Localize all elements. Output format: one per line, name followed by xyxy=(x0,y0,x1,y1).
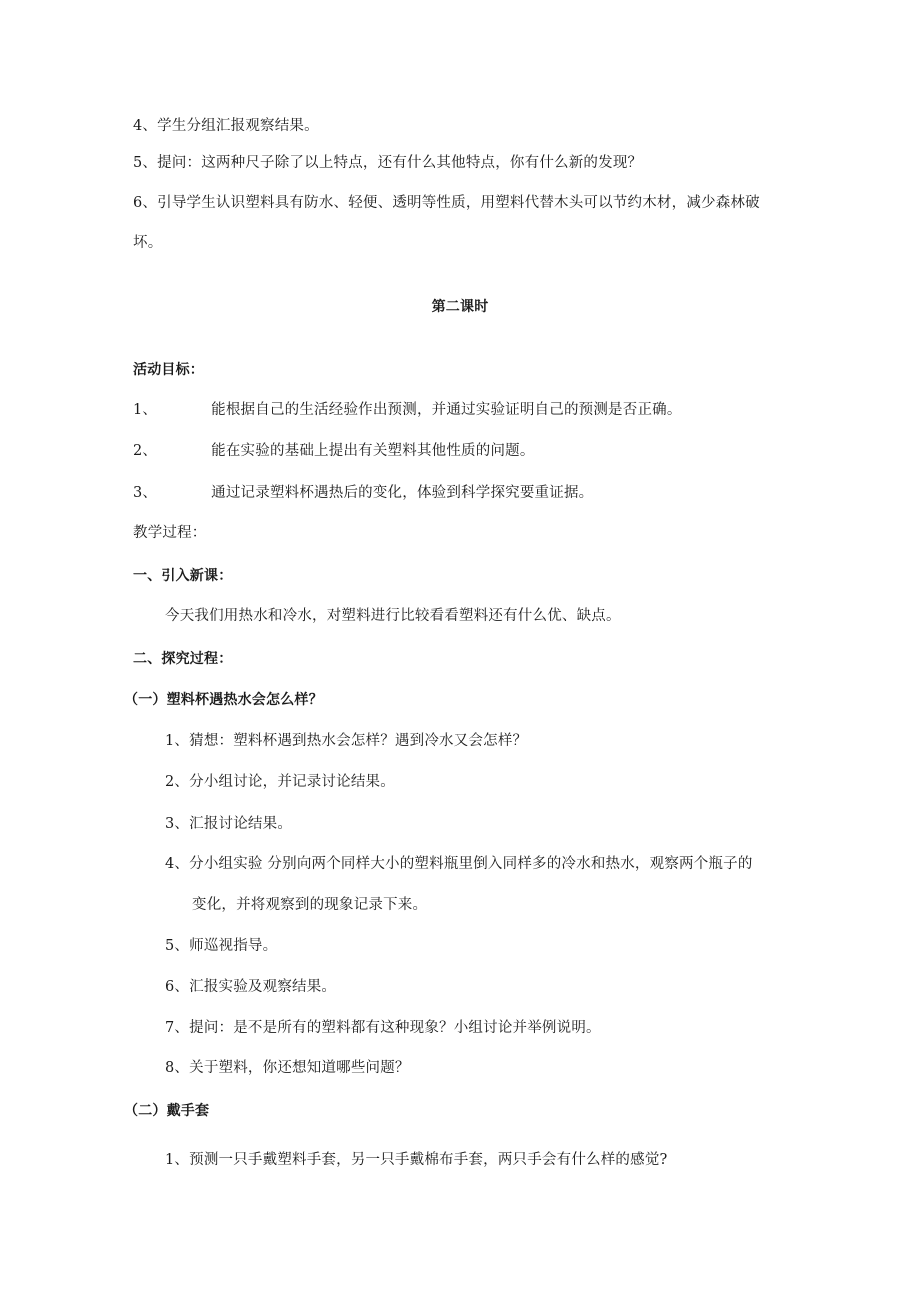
part2-item-1: 1、预测一只手戴塑料手套，另一只手戴棉布手套，两只手会有什么样的感觉? xyxy=(165,1152,668,1168)
goal-number: 3、 xyxy=(133,485,158,501)
goal-item-1 xyxy=(133,400,682,420)
goal-text: 通过记录塑料杯遇热后的变化，体验到科学探究要重证据。 xyxy=(211,485,594,501)
goal-text: 能根据自己的生活经验作出预测，并通过实验证明自己的预测是否正确。 xyxy=(211,402,682,418)
part1-item-6: 6、汇报实验及观察结果。 xyxy=(165,979,337,995)
part1-item-1: 1、猜想：塑料杯遇到热水会怎样？遇到冷水又会怎样？ xyxy=(165,733,528,749)
part1-item-8: 8、关于塑料，你还想知道哪些问题？ xyxy=(165,1060,410,1076)
intro-item-6: 6、引导学生认识塑料具有防水、轻便、透明等性质，用塑料代替木头可以节约木材，减少森林破 xyxy=(133,195,760,211)
goal-item-2 xyxy=(133,441,535,461)
part2-heading: （二）戴手套 xyxy=(124,1103,210,1119)
part1-item-3: 3、汇报讨论结果。 xyxy=(165,816,293,832)
intro-item-6-cont: 坏。 xyxy=(133,235,163,251)
goals-heading: 活动目标： xyxy=(133,362,204,378)
lesson-title: 第二课时 xyxy=(431,299,489,315)
part1-item-7: 7、提问：是不是所有的塑料都有这种现象？小组讨论并举例说明。 xyxy=(165,1020,601,1036)
section1-heading: 一、引入新课： xyxy=(133,568,233,584)
intro-item-5: 5、提问：这两种尺子除了以上特点，还有什么其他特点，你有什么新的发现？ xyxy=(133,155,643,171)
part1-item-2: 2、分小组讨论，并记录讨论结果。 xyxy=(165,774,395,790)
section1-text: 今天我们用热水和冷水，对塑料进行比较看看塑料还有什么优、缺点。 xyxy=(165,608,621,624)
process-label: 教学过程： xyxy=(133,525,207,541)
goal-number: 1、 xyxy=(133,402,158,418)
goal-item-3 xyxy=(133,483,593,503)
part1-item-4: 4、分小组实验 分别向两个同样大小的塑料瓶里倒入同样多的冷水和热水，观察两个瓶子的 xyxy=(165,856,753,872)
part1-item-5: 5、师巡视指导。 xyxy=(165,938,278,954)
goal-number: 2、 xyxy=(133,443,158,459)
goal-text: 能在实验的基础上提出有关塑料其他性质的问题。 xyxy=(211,443,535,459)
intro-item-4: 4、学生分组汇报观察结果。 xyxy=(133,118,319,134)
part1-item-4-cont: 变化，并将观察到的现象记录下来。 xyxy=(192,897,428,913)
section2-heading: 二、探究过程： xyxy=(133,651,233,667)
part1-heading: （一）塑料杯遇热水会怎么样？ xyxy=(124,692,323,708)
